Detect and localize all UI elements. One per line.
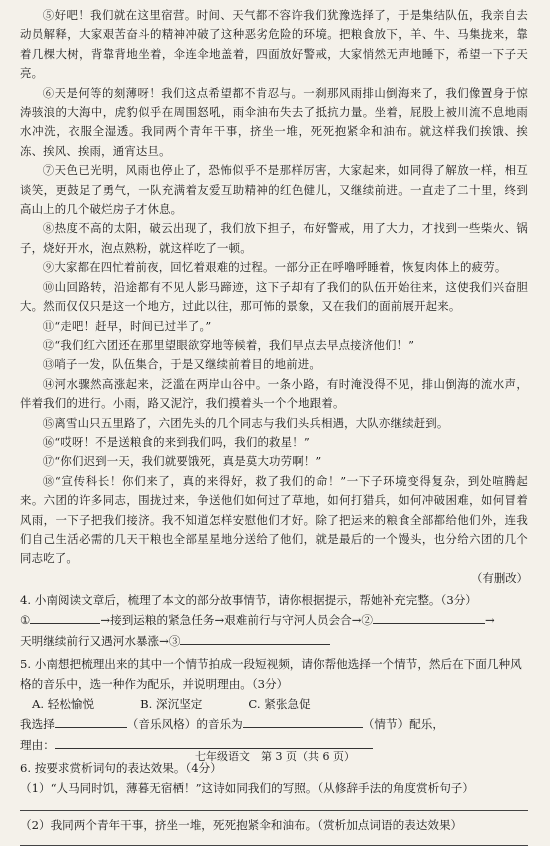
paragraph-14: ⑭河水骤然高涨起来，泛滥在两岸山谷中。一条小路，有时淹没得不见，排山倒海的流水声，伴着我们的进行。小雨，路又泥泞，我们摸着头一个个地跟着。 <box>20 376 528 411</box>
q5-blank-plot[interactable] <box>243 715 363 728</box>
q6-answer-line-1[interactable] <box>20 809 528 811</box>
q4-line-1 <box>20 610 528 631</box>
option-b: B. 深沉坚定 <box>140 697 203 712</box>
paragraph-11: ⑪“走吧！赶早，时间已过半了。” <box>42 318 212 333</box>
q5-fill-line <box>20 714 528 735</box>
q6-sub-2: （2）我同两个青年干事，挤坐一堆，死死抱紧伞和油布。（赏析加点词语的表达效果） <box>20 818 463 833</box>
source-note: （有删改） <box>471 570 528 585</box>
q4-blank-3[interactable] <box>180 632 330 645</box>
q4-stem: 4. 小南阅读文章后，梳理了本文的部分故事情节，请你根据提示，帮她补充完整。（3分） <box>20 593 477 608</box>
paragraph-5: ⑤好吧！我们就在这里宿营。时间、天气都不容许我们犹豫选择了，于是集结队伍，我亲自去动员解释，大家艰苦奋斗的精神冲破了这种恶劣危险的环境。把粮食放下，羊、牛、马集拢来，靠着几棵大树，背靠背地坐着，伞连伞地盖着，四面放好警戒，大家悄然无声地睡下，希望一下子天亮。 <box>20 8 528 81</box>
question-4 <box>20 590 528 652</box>
q6-stem: 6. 按要求赏析词句的表达效果。（4分） <box>20 761 222 776</box>
q4-label-1: ① <box>20 613 31 628</box>
paragraph-10: ⑩山回路转，沿途都有不见人影马蹄迹，这下子却有了我们的队伍开始往来，这使我们兴奋胆大。然而仅仅只是这一个地方，过此以往，那可怖的景象，又在我们的面前展开起来。 <box>20 279 528 314</box>
q4-flow-text: →接到运粮的紧急任务→艰难前行与守河人员会合→② <box>100 613 374 628</box>
q5-fill-b: （音乐风格）的音乐为 <box>126 717 243 732</box>
paragraph-18: ⑱“宣传科长！你们来了，真的来得好，救了我们的命！”一下子环境变得复杂，到处喧腾起来。六团的许多同志，围拢过来，争送他们如何过了草地，如何打猎兵，如何冲破困难，如何冒着风雨，一下子把我们接济。我不知道怎样安慰他们才好。除了把运来的粮食全部都给他们外，连我们自己生活必需的几天干粮也全部星星地分送给了他们，就是最后的一个馒头，也分给六团的几个同志吃了。 <box>20 473 528 566</box>
option-a: A. 轻松愉悦 <box>32 697 95 712</box>
q5-options <box>32 694 528 714</box>
q5-reason-label: 理由： <box>20 738 55 753</box>
q5-stem: 5. 小南想把梳理出来的其中一个情节拍成一段短视频，请你帮他选择一个情节，然后在下面几种风格的音乐中，选一种作为配乐，并说明理由。（3分） <box>20 657 522 692</box>
page-footer: 七年级语文 第 3 页（共 6 页） <box>195 750 355 763</box>
paragraph-8: ⑧热度不高的太阳，破云出现了，我们放下担子，布好警戒，用了大力，才找到一些柴火、锅子，烧好开水，泡点熟粉，就这样吃了一顿。 <box>20 221 528 255</box>
q5-fill-a: 我选择 <box>20 717 55 732</box>
option-c: C. 紧张急促 <box>248 697 311 712</box>
question-5 <box>20 654 528 756</box>
paragraph-17: ⑰“你们迟到一天，我们就要饿死，真是莫大功劳啊！” <box>42 454 322 469</box>
q6-sub-1: （1）“人马同时饥，薄暮无宿栖！”这诗如同我们的写照。（从修辞手法的角度赏析句子） <box>20 781 474 796</box>
q5-fill-c: （情节）配乐， <box>362 717 444 732</box>
q4-blank-1[interactable] <box>30 611 100 624</box>
q4-flow-text-2: 天明继续前行又遇河水暴涨→③ <box>20 634 181 649</box>
q4-line-2 <box>20 631 528 652</box>
paragraph-9: ⑨大家都在四忙着前夜，回忆着艰难的过程。一部分正在呼噜呼睡着，恢复肉体上的疲劳。 <box>42 260 507 275</box>
paragraph-12: ⑫“我们红六团还在那里望眼欲穿地等候着，我们早点去早点接济他们！” <box>42 337 415 352</box>
paragraph-7: ⑦天色已光明，风雨也停止了，恐怖似乎不是那样厉害，大家起来，如同得了解放一样，相互谈笑，更鼓足了勇气，一队充满着友爱互助精神的红色健儿，又继续前进。一直走了二十里，终到高山上的几个破烂房子才休息。 <box>20 163 528 217</box>
reading-passage <box>20 6 528 588</box>
question-6 <box>20 758 528 846</box>
q4-blank-2[interactable] <box>373 611 485 624</box>
paragraph-15: ⑮离雪山只五里路了，六团先头的几个同志与我们头兵相遇，大队亦继续赶到。 <box>42 415 449 430</box>
q4-arrow: → <box>485 613 495 628</box>
q5-blank-style[interactable] <box>55 715 127 728</box>
paragraph-16: ⑯“哎呀！不是送粮食的来到我们吗，我们的救星！” <box>42 434 310 449</box>
paragraph-6: ⑥天是何等的刻薄呀！我们这点希望都不肯忍与。一刹那风雨排山倒海来了，我们像置身于惊涛骇浪的大海中，虎豹似乎在周围怒吼，雨伞油布失去了抵抗力量。坐着，屁股上被川流不息地雨水冲洗，衣服全湿透。我同两个青年干事，挤坐一堆，死死抱紧伞和油布。就这样我们挨饿、挨冻、挨风、挨雨，通宵达旦。 <box>20 85 528 158</box>
paragraph-13: ⑬哨子一发，队伍集合，于是又继续前着目的地前进。 <box>42 357 321 372</box>
